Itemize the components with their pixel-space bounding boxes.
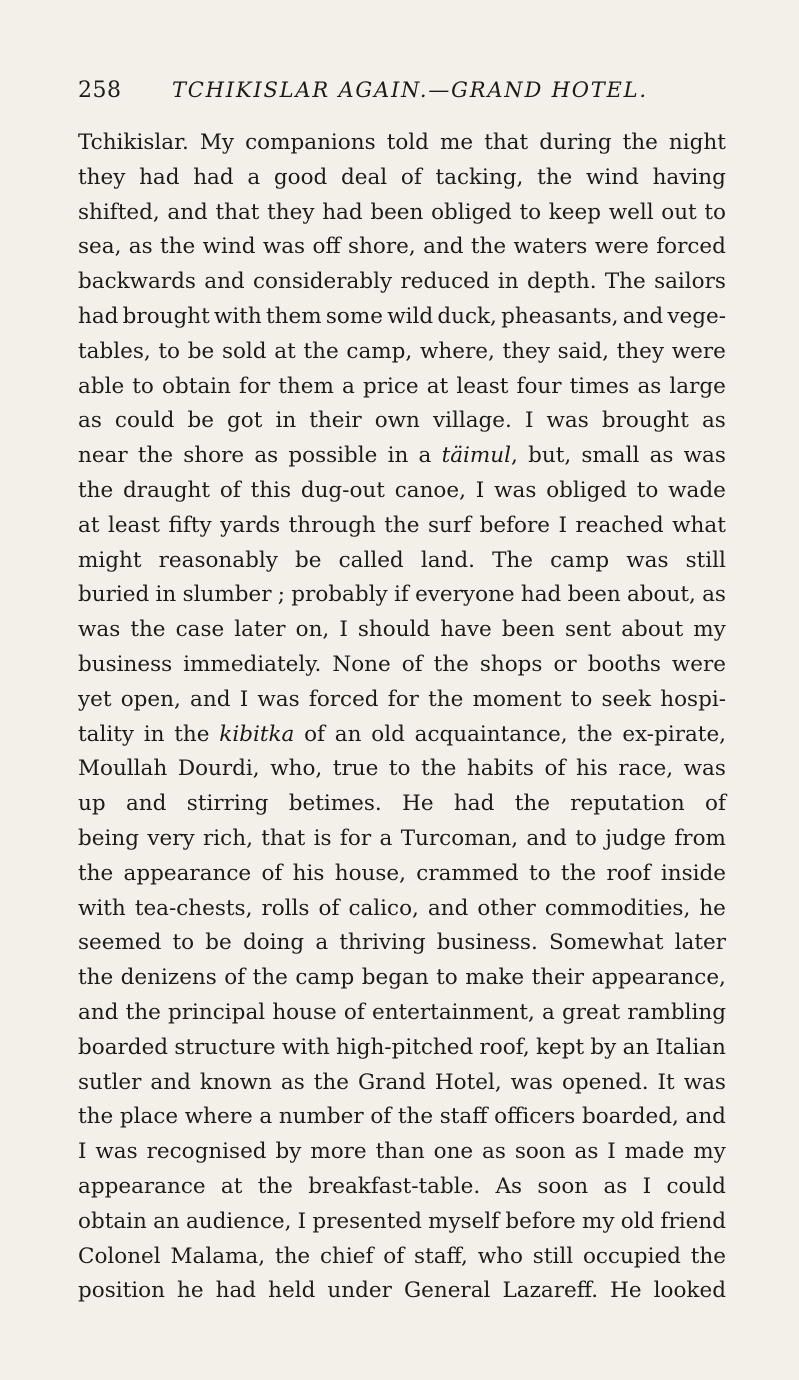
text-line: at least fifty yards through the surf before I reached what xyxy=(78,512,726,538)
text-line: had brought with them some wild duck, pheasants, and vege- xyxy=(78,303,726,329)
text-line: the denizens of the camp began to make their appearance, xyxy=(78,965,726,991)
text-line: boarded structure with high-pitched roof, kept by an Italian xyxy=(78,1034,726,1060)
text-line: sutler and known as the Grand Hotel, was opened. It was xyxy=(78,1069,726,1095)
running-head: TCHIKISLAR AGAIN.—GRAND HOTEL. xyxy=(172,78,648,102)
text-line: as could be got in their own village. I was brought as xyxy=(78,408,726,434)
text-line: appearance at the breakfast-table. As soon as I could xyxy=(78,1173,726,1199)
text-line: tables, to be sold at the camp, where, they said, they were xyxy=(78,338,726,364)
text-line: Colonel Malama, the chief of staff, who still occupied the xyxy=(78,1243,726,1269)
text-line: might reasonably be called land. The camp was still xyxy=(78,547,726,573)
text-line: yet open, and I was forced for the moment to seek hospi- xyxy=(78,686,726,712)
text-line: able to obtain for them a price at least four times as large xyxy=(78,373,726,399)
text-line: business immediately. None of the shops or booths were xyxy=(78,651,726,677)
text-line: the place where a number of the staff officers boarded, and xyxy=(78,1104,726,1130)
text-line: tality in the kibitka of an old acquaintance, the ex-pirate, xyxy=(78,721,726,747)
text-line: backwards and considerably reduced in depth. The sailors xyxy=(78,269,726,295)
text-line: was the case later on, I should have been sent about my xyxy=(78,617,726,643)
text-line: and the principal house of entertainment, a great rambling xyxy=(78,999,726,1025)
text-line: shifted, and that they had been obliged to keep well out to xyxy=(78,199,726,225)
text-line: near the shore as possible in a täimul, but, small as was xyxy=(78,443,726,469)
text-line: sea, as the wind was off shore, and the waters were forced xyxy=(78,234,726,260)
text-line: they had had a good deal of tacking, the wind having xyxy=(78,164,726,190)
text-line: Tchikislar. My companions told me that during the night xyxy=(78,130,726,155)
text-line: seemed to be doing a thriving business. Somewhat later xyxy=(78,930,726,956)
text-line: position he had held under General Lazareff. He looked xyxy=(78,1278,726,1304)
page-number: 258 xyxy=(78,78,122,103)
text-line: I was recognised by more than one as soon as I made my xyxy=(78,1139,726,1165)
text-line: buried in slumber ; probably if everyone had been about, as xyxy=(78,582,726,608)
page-header xyxy=(78,78,728,108)
text-line: being very rich, that is for a Turcoman, and to judge from xyxy=(78,825,726,851)
text-line: the appearance of his house, crammed to the roof inside xyxy=(78,860,726,886)
text-line: obtain an audience, I presented myself before my old friend xyxy=(78,1208,726,1234)
text-line: the draught of this dug-out canoe, I was obliged to wade xyxy=(78,477,726,503)
text-line: with tea-chests, rolls of calico, and other commodities, he xyxy=(78,895,726,921)
text-line: Moullah Dourdi, who, true to the habits of his race, was xyxy=(78,756,726,782)
body-text xyxy=(78,126,726,1309)
text-line: up and stirring betimes. He had the reputation of xyxy=(78,791,726,817)
